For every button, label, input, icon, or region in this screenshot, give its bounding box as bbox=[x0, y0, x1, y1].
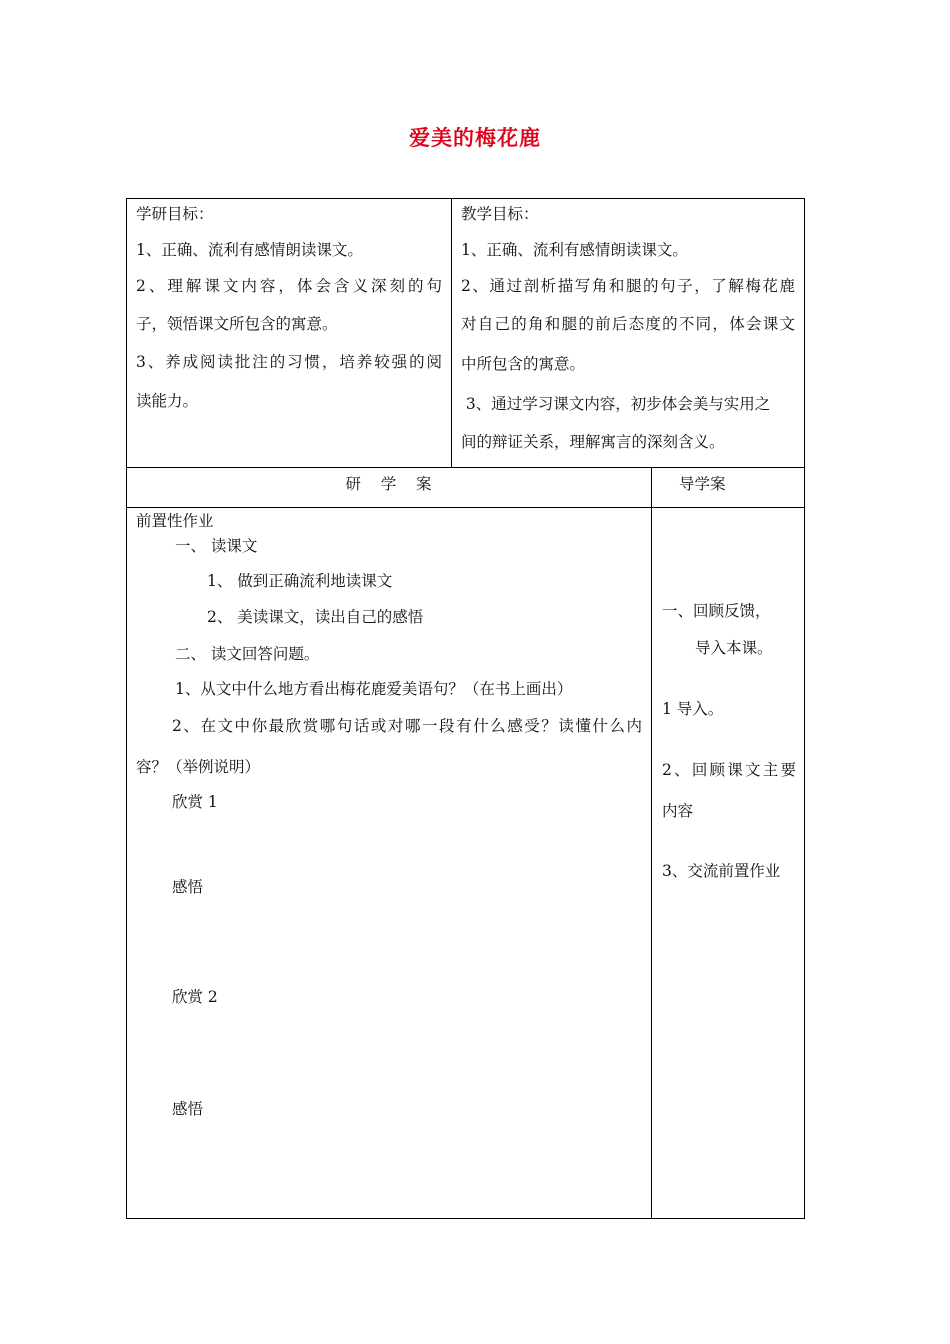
list-item: 二、 读文回答问题。 bbox=[175, 645, 320, 663]
research-plan-header: 研 学 案 bbox=[345, 475, 432, 493]
feeling-label: 感悟 bbox=[172, 1100, 204, 1118]
guide-step: 导入本课。 bbox=[695, 639, 773, 657]
appreciate-label: 欣赏 2 bbox=[172, 988, 218, 1006]
question-2: 2、在文中你最欣赏哪句话或对哪一段有什么感受？读懂什么内 bbox=[172, 717, 642, 735]
study-goal-line: 子，领悟课文所包含的寓意。 bbox=[136, 315, 338, 333]
list-item: 2、 美读课文，读出自己的感悟 bbox=[207, 608, 424, 626]
list-item: 1、 做到正确流利地读课文 bbox=[207, 572, 393, 590]
list-item: 一、 读课文 bbox=[175, 537, 258, 555]
teaching-goal-line: 中所包含的寓意。 bbox=[461, 355, 586, 373]
feeling-label: 感悟 bbox=[172, 878, 204, 896]
question-2-continued: 容？（举例说明） bbox=[136, 758, 261, 776]
teaching-goal-line: 间的辩证关系，理解寓言的深刻含义。 bbox=[461, 433, 725, 451]
teaching-goal-line: 1、正确、流利有感情朗读课文。 bbox=[461, 241, 688, 259]
study-goals-heading: 学研目标： bbox=[136, 205, 214, 223]
guide-step: 2、回顾课文主要 bbox=[662, 761, 796, 779]
teaching-goals-heading: 教学目标： bbox=[461, 205, 539, 223]
teaching-goal-line: 3、通过学习课文内容，初步体会美与实用之 bbox=[461, 395, 771, 413]
guide-plan-header: 导学案 bbox=[679, 475, 726, 493]
page-title: 爱美的梅花鹿 bbox=[409, 126, 541, 150]
question-1: 1、从文中什么地方看出梅花鹿爱美语句？（在书上画出） bbox=[175, 680, 573, 698]
guide-step: 一、回顾反馈， bbox=[662, 602, 771, 620]
appreciate-label: 欣赏 1 bbox=[172, 793, 218, 811]
teaching-goal-line: 2、通过剖析描写角和腿的句子，了解梅花鹿 bbox=[461, 277, 795, 295]
guide-step: 1 导入。 bbox=[662, 700, 724, 718]
study-goal-line: 2、理解课文内容，体会含义深刻的句 bbox=[136, 277, 442, 295]
study-goal-line: 1、正确、流利有感情朗读课文。 bbox=[136, 241, 363, 259]
guide-step: 内容 bbox=[662, 802, 694, 820]
teaching-goal-line: 对自己的角和腿的前后态度的不同，体会课文 bbox=[461, 315, 795, 333]
study-goal-line: 3、养成阅读批注的习惯，培养较强的阅 bbox=[136, 353, 442, 371]
study-goal-line: 读能力。 bbox=[136, 392, 199, 410]
section-title: 前置性作业 bbox=[136, 512, 214, 530]
guide-step: 3、交流前置作业 bbox=[662, 862, 781, 880]
